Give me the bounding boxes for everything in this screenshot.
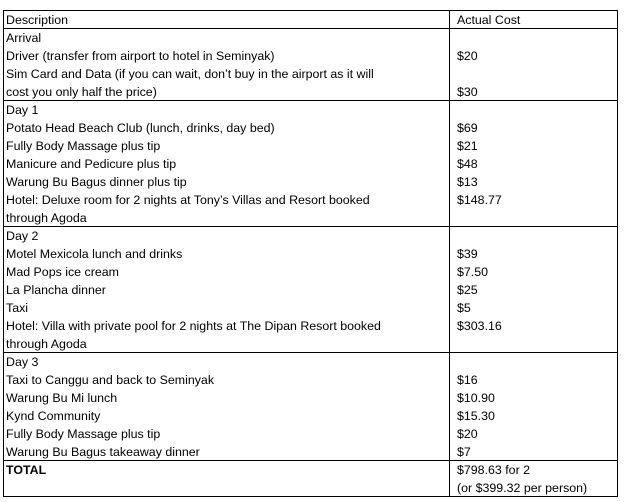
item-cost: $20	[457, 49, 478, 63]
item-description: Hotel: Villa with private pool for 2 nights at The Dipan Resort booked	[6, 319, 381, 333]
item-description: Manicure and Pedicure plus tip	[6, 157, 177, 171]
header-row	[4, 11, 617, 29]
item-description: Taxi	[6, 301, 29, 315]
item-description: Mad Pops ice cream	[6, 265, 119, 279]
table-row	[4, 263, 617, 281]
table-row	[4, 335, 617, 353]
table-row	[4, 65, 617, 83]
item-cost: $7	[457, 445, 471, 459]
table-row	[4, 371, 617, 389]
item-description-continued: through Agoda	[6, 211, 87, 225]
total-per-person: (or $399.32 per person)	[457, 481, 588, 495]
section-title-row	[4, 101, 617, 119]
item-description: Taxi to Canggu and back to Seminyak	[6, 373, 215, 387]
table-row	[4, 155, 617, 173]
item-description: Kynd Community	[6, 409, 101, 423]
expense-table	[3, 10, 618, 497]
item-cost: $30	[457, 85, 478, 99]
item-description: Hotel: Deluxe room for 2 nights at Tony’s Villas and Resort booked	[6, 193, 370, 207]
total-row	[4, 461, 617, 479]
table-row	[4, 83, 617, 101]
item-cost: $5	[457, 301, 471, 315]
table-row	[4, 209, 617, 227]
total-row-continued	[4, 479, 617, 497]
item-description: Potato Head Beach Club (lunch, drinks, day bed)	[6, 121, 275, 135]
total-cost: $798.63 for 2	[457, 463, 531, 477]
item-cost: $15.30	[457, 409, 495, 423]
item-description: Fully Body Massage plus tip	[6, 139, 161, 153]
description-header: Description	[6, 13, 68, 27]
table-row	[4, 443, 617, 461]
item-description: Warung Bu Mi lunch	[6, 391, 118, 405]
item-description: Warung Bu Bagus dinner plus tip	[6, 175, 187, 189]
section-title-row	[4, 29, 617, 47]
item-description: Fully Body Massage plus tip	[6, 427, 161, 441]
table-row	[4, 407, 617, 425]
table-row	[4, 281, 617, 299]
total-label: TOTAL	[6, 463, 47, 477]
cost-header: Actual Cost	[457, 13, 521, 27]
table-row	[4, 317, 617, 335]
section-title-day1: Day 1	[6, 103, 39, 117]
table-row	[4, 173, 617, 191]
item-description: Sim Card and Data (if you can wait, don’t buy in the airport as it will	[6, 67, 374, 81]
table-row	[4, 389, 617, 407]
item-description: Motel Mexicola lunch and drinks	[6, 247, 183, 261]
item-cost: $10.90	[457, 391, 495, 405]
section-title-arrival: Arrival	[6, 31, 42, 45]
table-row	[4, 425, 617, 443]
item-description-continued: through Agoda	[6, 337, 87, 351]
item-description: Warung Bu Bagus takeaway dinner	[6, 445, 200, 459]
table-row	[4, 137, 617, 155]
section-title-day3: Day 3	[6, 355, 39, 369]
item-cost: $13	[457, 175, 478, 189]
table-row	[4, 191, 617, 209]
item-cost: $148.77	[457, 193, 502, 207]
item-description-continued: cost you only half the price)	[6, 85, 157, 99]
section-title-day2: Day 2	[6, 229, 39, 243]
item-cost: $7.50	[457, 265, 489, 279]
item-cost: $25	[457, 283, 478, 297]
item-cost: $69	[457, 121, 478, 135]
table-row	[4, 245, 617, 263]
section-title-row	[4, 227, 617, 245]
section-title-row	[4, 353, 617, 371]
item-cost: $16	[457, 373, 478, 387]
item-cost: $303.16	[457, 319, 502, 333]
item-cost: $48	[457, 157, 478, 171]
table-row	[4, 47, 617, 65]
item-description: Driver (transfer from airport to hotel in Seminyak)	[6, 49, 275, 63]
table-row	[4, 299, 617, 317]
item-cost: $20	[457, 427, 478, 441]
table-row	[4, 119, 617, 137]
item-cost: $21	[457, 139, 478, 153]
item-description: La Plancha dinner	[6, 283, 106, 297]
item-cost: $39	[457, 247, 478, 261]
